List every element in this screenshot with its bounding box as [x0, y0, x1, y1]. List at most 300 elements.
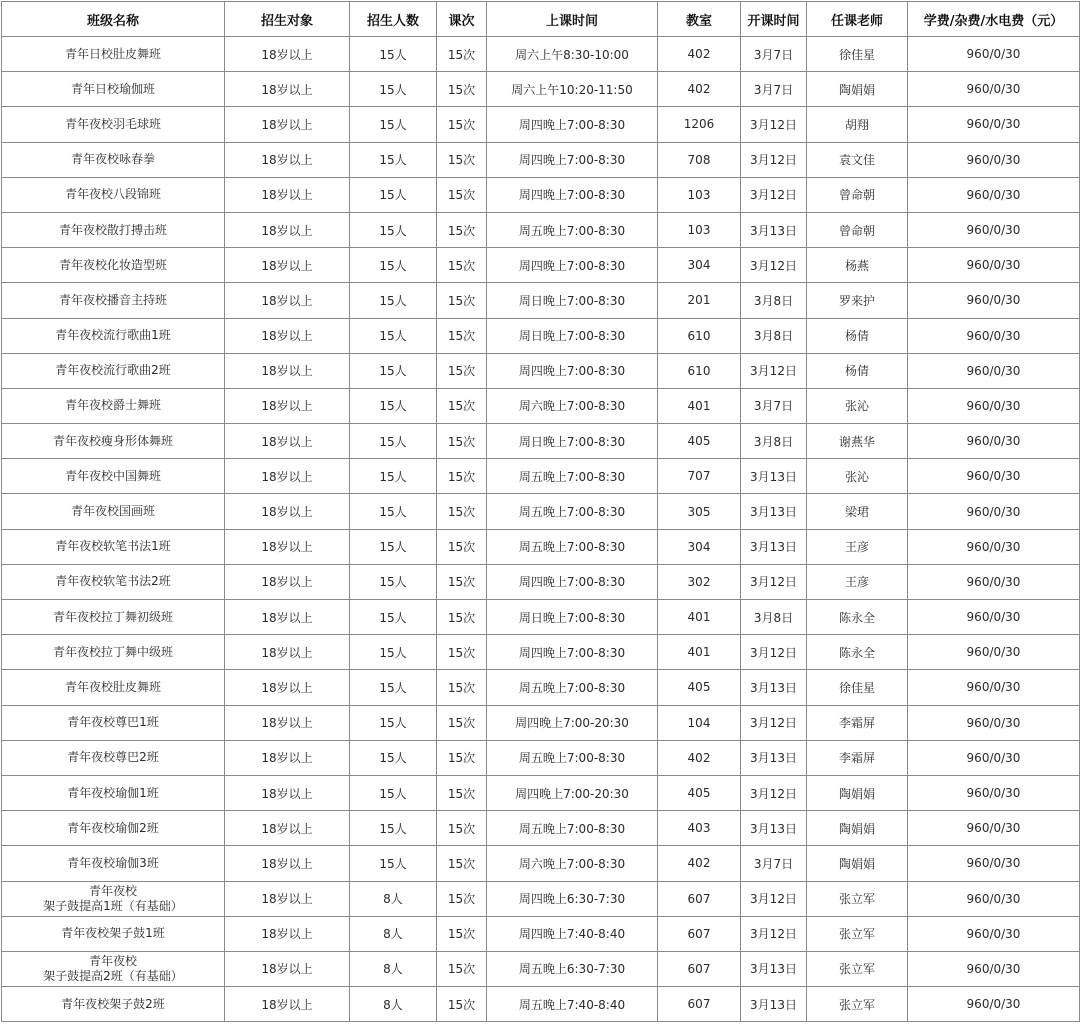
- cell-time: 周四晚上7:00-8:30: [487, 248, 658, 283]
- cell-fee: 960/0/30: [908, 881, 1080, 916]
- cell-fee: 960/0/30: [908, 846, 1080, 881]
- cell-teacher: 曾命朝: [807, 212, 908, 247]
- cell-class-name: [2, 283, 225, 318]
- cell-time: 周日晚上7:00-8:30: [487, 318, 658, 353]
- cell-target: 18岁以上: [225, 670, 350, 705]
- cell-sessions: 15次: [437, 600, 487, 635]
- class-name-line: 青年夜校瑜伽2班: [67, 820, 159, 835]
- cell-target: 18岁以上: [225, 846, 350, 881]
- cell-teacher: 王彦: [807, 564, 908, 599]
- cell-sessions: 15次: [437, 283, 487, 318]
- table-row: [2, 212, 1080, 247]
- cell-count: 15人: [350, 705, 437, 740]
- cell-time: 周日晚上7:00-8:30: [487, 283, 658, 318]
- cell-count: 15人: [350, 177, 437, 212]
- table-row: [2, 811, 1080, 846]
- cell-class-name: [2, 670, 225, 705]
- table-row: [2, 775, 1080, 810]
- table-row: [2, 248, 1080, 283]
- cell-teacher: 杨倩: [807, 318, 908, 353]
- class-name-line: 青年夜校肚皮舞班: [64, 679, 161, 694]
- cell-time: 周五晚上6:30-7:30: [487, 951, 658, 986]
- cell-sessions: 15次: [437, 740, 487, 775]
- cell-start: 3月12日: [741, 107, 807, 142]
- cell-target: 18岁以上: [225, 37, 350, 72]
- table-row: [2, 564, 1080, 599]
- cell-fee: 960/0/30: [908, 811, 1080, 846]
- cell-teacher: 张立军: [807, 987, 908, 1022]
- cell-fee: 960/0/30: [908, 248, 1080, 283]
- cell-start: 3月8日: [741, 424, 807, 459]
- cell-class-name: [2, 212, 225, 247]
- cell-sessions: 15次: [437, 881, 487, 916]
- cell-target: 18岁以上: [225, 459, 350, 494]
- cell-count: 15人: [350, 564, 437, 599]
- cell-room: 405: [658, 424, 741, 459]
- cell-time: 周六晚上7:00-8:30: [487, 388, 658, 423]
- cell-room: 708: [658, 142, 741, 177]
- cell-fee: 960/0/30: [908, 107, 1080, 142]
- class-name-line: 青年夜校: [88, 883, 137, 898]
- cell-count: 8人: [350, 987, 437, 1022]
- class-name-line: 青年夜校羽毛球班: [64, 116, 161, 131]
- header-target: 招生对象: [225, 2, 350, 37]
- cell-count: 15人: [350, 670, 437, 705]
- table-row: [2, 142, 1080, 177]
- class-name-line: 青年夜校架子鼓2班: [61, 996, 165, 1011]
- cell-time: 周五晚上7:40-8:40: [487, 987, 658, 1022]
- cell-start: 3月13日: [741, 811, 807, 846]
- cell-room: 104: [658, 705, 741, 740]
- cell-fee: 960/0/30: [908, 388, 1080, 423]
- table-row: [2, 37, 1080, 72]
- cell-teacher: 陶娟娟: [807, 775, 908, 810]
- cell-sessions: 15次: [437, 72, 487, 107]
- cell-target: 18岁以上: [225, 564, 350, 599]
- class-name-line: 青年夜校国画班: [70, 504, 155, 519]
- table-row: [2, 177, 1080, 212]
- cell-class-name: [2, 37, 225, 72]
- cell-target: 18岁以上: [225, 353, 350, 388]
- cell-target: 18岁以上: [225, 775, 350, 810]
- cell-class-name: [2, 142, 225, 177]
- table-row: [2, 987, 1080, 1022]
- cell-time: 周四晚上7:00-8:30: [487, 353, 658, 388]
- cell-target: 18岁以上: [225, 388, 350, 423]
- header-room: 教室: [658, 2, 741, 37]
- cell-sessions: 15次: [437, 916, 487, 951]
- cell-sessions: 15次: [437, 846, 487, 881]
- cell-target: 18岁以上: [225, 283, 350, 318]
- cell-target: 18岁以上: [225, 600, 350, 635]
- table-row: [2, 494, 1080, 529]
- cell-target: 18岁以上: [225, 705, 350, 740]
- cell-room: 403: [658, 811, 741, 846]
- cell-class-name: [2, 811, 225, 846]
- cell-time: 周六晚上7:00-8:30: [487, 846, 658, 881]
- cell-target: 18岁以上: [225, 740, 350, 775]
- cell-target: 18岁以上: [225, 142, 350, 177]
- class-name-line: 青年日校瑜伽班: [70, 81, 155, 96]
- cell-count: 15人: [350, 811, 437, 846]
- table-row: [2, 846, 1080, 881]
- cell-fee: 960/0/30: [908, 600, 1080, 635]
- cell-start: 3月12日: [741, 705, 807, 740]
- cell-class-name: [2, 318, 225, 353]
- cell-start: 3月13日: [741, 987, 807, 1022]
- cell-count: 15人: [350, 248, 437, 283]
- cell-count: 15人: [350, 142, 437, 177]
- class-name-line: 青年夜校尊巴2班: [67, 750, 159, 765]
- cell-count: 15人: [350, 740, 437, 775]
- cell-start: 3月8日: [741, 600, 807, 635]
- cell-room: 607: [658, 951, 741, 986]
- header-class-name: 班级名称: [2, 2, 225, 37]
- cell-room: 103: [658, 177, 741, 212]
- cell-time: 周五晚上7:00-8:30: [487, 670, 658, 705]
- cell-fee: 960/0/30: [908, 987, 1080, 1022]
- cell-time: 周四晚上7:00-8:30: [487, 177, 658, 212]
- cell-time: 周五晚上7:00-8:30: [487, 212, 658, 247]
- header-sessions: 课次: [437, 2, 487, 37]
- cell-time: 周六上午8:30-10:00: [487, 37, 658, 72]
- table-row: [2, 388, 1080, 423]
- cell-target: 18岁以上: [225, 248, 350, 283]
- cell-fee: 960/0/30: [908, 318, 1080, 353]
- cell-target: 18岁以上: [225, 212, 350, 247]
- cell-teacher: 曾命朝: [807, 177, 908, 212]
- cell-start: 3月13日: [741, 951, 807, 986]
- table-row: [2, 318, 1080, 353]
- class-name-line: 青年夜校播音主持班: [58, 292, 167, 307]
- cell-room: 1206: [658, 107, 741, 142]
- cell-sessions: 15次: [437, 459, 487, 494]
- cell-time: 周五晚上7:00-8:30: [487, 459, 658, 494]
- cell-fee: 960/0/30: [908, 670, 1080, 705]
- cell-sessions: 15次: [437, 388, 487, 423]
- cell-start: 3月7日: [741, 388, 807, 423]
- cell-class-name: [2, 775, 225, 810]
- cell-count: 8人: [350, 951, 437, 986]
- cell-class-name: [2, 459, 225, 494]
- cell-class-name: [2, 107, 225, 142]
- cell-start: 3月13日: [741, 494, 807, 529]
- cell-count: 15人: [350, 459, 437, 494]
- cell-fee: 960/0/30: [908, 635, 1080, 670]
- cell-sessions: 15次: [437, 670, 487, 705]
- cell-sessions: 15次: [437, 529, 487, 564]
- cell-fee: 960/0/30: [908, 212, 1080, 247]
- cell-class-name: [2, 846, 225, 881]
- table-row: [2, 635, 1080, 670]
- table-row: [2, 740, 1080, 775]
- class-schedule-table: [1, 1, 1080, 1022]
- cell-teacher: 陈永全: [807, 635, 908, 670]
- cell-start: 3月13日: [741, 529, 807, 564]
- cell-class-name: [2, 494, 225, 529]
- cell-teacher: 张立军: [807, 916, 908, 951]
- cell-room: 305: [658, 494, 741, 529]
- table-row: [2, 459, 1080, 494]
- cell-class-name: [2, 564, 225, 599]
- cell-start: 3月12日: [741, 177, 807, 212]
- cell-fee: 960/0/30: [908, 916, 1080, 951]
- cell-target: 18岁以上: [225, 529, 350, 564]
- cell-teacher: 李霜屏: [807, 705, 908, 740]
- cell-sessions: 15次: [437, 212, 487, 247]
- cell-room: 405: [658, 775, 741, 810]
- cell-count: 15人: [350, 283, 437, 318]
- cell-fee: 960/0/30: [908, 775, 1080, 810]
- header-row: [2, 2, 1080, 37]
- cell-room: 304: [658, 248, 741, 283]
- cell-room: 607: [658, 881, 741, 916]
- header-time: 上课时间: [487, 2, 658, 37]
- cell-count: 15人: [350, 388, 437, 423]
- cell-teacher: 胡翔: [807, 107, 908, 142]
- cell-count: 15人: [350, 37, 437, 72]
- class-name-line: 架子鼓提高2班（有基础）: [43, 968, 183, 983]
- class-name-line: 青年夜校: [88, 953, 137, 968]
- cell-count: 15人: [350, 353, 437, 388]
- cell-sessions: 15次: [437, 811, 487, 846]
- cell-start: 3月12日: [741, 142, 807, 177]
- table-row: [2, 72, 1080, 107]
- cell-count: 15人: [350, 775, 437, 810]
- cell-fee: 960/0/30: [908, 705, 1080, 740]
- cell-class-name: [2, 177, 225, 212]
- cell-fee: 960/0/30: [908, 494, 1080, 529]
- cell-class-name: [2, 529, 225, 564]
- cell-class-name: [2, 600, 225, 635]
- table-body: [2, 37, 1080, 1022]
- cell-teacher: 罗来护: [807, 283, 908, 318]
- cell-fee: 960/0/30: [908, 424, 1080, 459]
- class-name-line: 青年夜校爵士舞班: [64, 398, 161, 413]
- cell-time: 周五晚上7:00-8:30: [487, 811, 658, 846]
- cell-sessions: 15次: [437, 37, 487, 72]
- table-row: [2, 107, 1080, 142]
- cell-start: 3月12日: [741, 916, 807, 951]
- cell-target: 18岁以上: [225, 811, 350, 846]
- cell-teacher: 陶娟娟: [807, 72, 908, 107]
- cell-fee: 960/0/30: [908, 353, 1080, 388]
- class-name-line: 架子鼓提高1班（有基础）: [43, 898, 183, 913]
- cell-fee: 960/0/30: [908, 564, 1080, 599]
- cell-fee: 960/0/30: [908, 459, 1080, 494]
- cell-target: 18岁以上: [225, 177, 350, 212]
- cell-sessions: 15次: [437, 775, 487, 810]
- class-name-line: 青年夜校散打搏击班: [58, 222, 167, 237]
- cell-room: 607: [658, 987, 741, 1022]
- table-row: [2, 951, 1080, 986]
- cell-sessions: 15次: [437, 494, 487, 529]
- cell-teacher: 梁珺: [807, 494, 908, 529]
- class-name-line: 青年夜校架子鼓1班: [61, 926, 165, 941]
- cell-count: 8人: [350, 916, 437, 951]
- cell-sessions: 15次: [437, 248, 487, 283]
- cell-sessions: 15次: [437, 353, 487, 388]
- cell-time: 周四晚上7:00-8:30: [487, 564, 658, 599]
- cell-count: 15人: [350, 846, 437, 881]
- cell-time: 周四晚上7:00-8:30: [487, 142, 658, 177]
- cell-sessions: 15次: [437, 142, 487, 177]
- cell-sessions: 15次: [437, 705, 487, 740]
- cell-start: 3月7日: [741, 37, 807, 72]
- cell-start: 3月13日: [741, 670, 807, 705]
- cell-room: 103: [658, 212, 741, 247]
- cell-time: 周四晚上7:00-20:30: [487, 775, 658, 810]
- cell-start: 3月12日: [741, 564, 807, 599]
- cell-start: 3月12日: [741, 775, 807, 810]
- cell-sessions: 15次: [437, 987, 487, 1022]
- class-name-line: 青年夜校拉丁舞中级班: [52, 644, 173, 659]
- cell-target: 18岁以上: [225, 881, 350, 916]
- cell-count: 15人: [350, 424, 437, 459]
- cell-sessions: 15次: [437, 318, 487, 353]
- cell-teacher: 谢燕华: [807, 424, 908, 459]
- cell-target: 18岁以上: [225, 916, 350, 951]
- cell-fee: 960/0/30: [908, 142, 1080, 177]
- cell-time: 周四晚上7:00-8:30: [487, 635, 658, 670]
- cell-room: 610: [658, 318, 741, 353]
- class-name-line: 青年夜校化妆造型班: [58, 257, 167, 272]
- cell-class-name: [2, 916, 225, 951]
- table-row: [2, 916, 1080, 951]
- cell-teacher: 杨燕: [807, 248, 908, 283]
- cell-teacher: 陈永全: [807, 600, 908, 635]
- cell-sessions: 15次: [437, 564, 487, 599]
- cell-teacher: 张沁: [807, 388, 908, 423]
- cell-class-name: [2, 881, 225, 916]
- table-row: [2, 424, 1080, 459]
- class-name-line: 青年夜校瑜伽1班: [67, 785, 159, 800]
- cell-room: 401: [658, 388, 741, 423]
- cell-time: 周四晚上7:40-8:40: [487, 916, 658, 951]
- cell-count: 8人: [350, 881, 437, 916]
- table-row: [2, 353, 1080, 388]
- cell-class-name: [2, 705, 225, 740]
- cell-fee: 960/0/30: [908, 72, 1080, 107]
- cell-class-name: [2, 987, 225, 1022]
- cell-target: 18岁以上: [225, 951, 350, 986]
- class-name-line: 青年夜校流行歌曲1班: [55, 328, 171, 343]
- cell-target: 18岁以上: [225, 318, 350, 353]
- cell-start: 3月8日: [741, 318, 807, 353]
- class-name-line: 青年夜校软笔书法2班: [55, 574, 171, 589]
- header-count: 招生人数: [350, 2, 437, 37]
- cell-fee: 960/0/30: [908, 283, 1080, 318]
- cell-sessions: 15次: [437, 424, 487, 459]
- cell-class-name: [2, 72, 225, 107]
- class-name-line: 青年夜校中国舞班: [64, 468, 161, 483]
- cell-room: 402: [658, 740, 741, 775]
- cell-class-name: [2, 635, 225, 670]
- cell-teacher: 袁文佳: [807, 142, 908, 177]
- cell-time: 周五晚上7:00-8:30: [487, 494, 658, 529]
- cell-sessions: 15次: [437, 635, 487, 670]
- cell-start: 3月13日: [741, 459, 807, 494]
- cell-time: 周六上午10:20-11:50: [487, 72, 658, 107]
- cell-target: 18岁以上: [225, 424, 350, 459]
- class-name-line: 青年夜校软笔书法1班: [55, 539, 171, 554]
- cell-target: 18岁以上: [225, 635, 350, 670]
- cell-class-name: [2, 388, 225, 423]
- cell-room: 402: [658, 37, 741, 72]
- cell-room: 610: [658, 353, 741, 388]
- class-name-line: 青年日校肚皮舞班: [64, 46, 161, 61]
- table-row: [2, 529, 1080, 564]
- cell-target: 18岁以上: [225, 987, 350, 1022]
- cell-teacher: 王彦: [807, 529, 908, 564]
- cell-start: 3月8日: [741, 283, 807, 318]
- class-name-line: 青年夜校八段锦班: [64, 187, 161, 202]
- cell-start: 3月7日: [741, 846, 807, 881]
- cell-fee: 960/0/30: [908, 529, 1080, 564]
- table-row: [2, 283, 1080, 318]
- cell-count: 15人: [350, 212, 437, 247]
- cell-sessions: 15次: [437, 177, 487, 212]
- cell-sessions: 15次: [437, 951, 487, 986]
- cell-fee: 960/0/30: [908, 951, 1080, 986]
- cell-target: 18岁以上: [225, 494, 350, 529]
- cell-count: 15人: [350, 72, 437, 107]
- class-name-line: 青年夜校尊巴1班: [67, 715, 159, 730]
- cell-room: 302: [658, 564, 741, 599]
- header-teacher: 任课老师: [807, 2, 908, 37]
- cell-count: 15人: [350, 529, 437, 564]
- table-row: [2, 600, 1080, 635]
- cell-start: 3月12日: [741, 353, 807, 388]
- cell-teacher: 陶娟娟: [807, 811, 908, 846]
- cell-time: 周日晚上7:00-8:30: [487, 424, 658, 459]
- cell-teacher: 张沁: [807, 459, 908, 494]
- cell-teacher: 杨倩: [807, 353, 908, 388]
- cell-room: 304: [658, 529, 741, 564]
- cell-room: 402: [658, 846, 741, 881]
- cell-target: 18岁以上: [225, 72, 350, 107]
- cell-start: 3月12日: [741, 635, 807, 670]
- cell-room: 607: [658, 916, 741, 951]
- cell-fee: 960/0/30: [908, 177, 1080, 212]
- cell-sessions: 15次: [437, 107, 487, 142]
- cell-time: 周四晚上7:00-8:30: [487, 107, 658, 142]
- cell-start: 3月7日: [741, 72, 807, 107]
- cell-target: 18岁以上: [225, 107, 350, 142]
- cell-teacher: 徐佳星: [807, 670, 908, 705]
- table-row: [2, 705, 1080, 740]
- cell-fee: 960/0/30: [908, 37, 1080, 72]
- cell-start: 3月13日: [741, 212, 807, 247]
- cell-class-name: [2, 740, 225, 775]
- cell-teacher: 徐佳星: [807, 37, 908, 72]
- cell-time: 周五晚上7:00-8:30: [487, 529, 658, 564]
- cell-room: 405: [658, 670, 741, 705]
- table-row: [2, 670, 1080, 705]
- header-start: 开课时间: [741, 2, 807, 37]
- cell-count: 15人: [350, 600, 437, 635]
- class-name-line: 青年夜校流行歌曲2班: [55, 363, 171, 378]
- cell-start: 3月13日: [741, 740, 807, 775]
- cell-fee: 960/0/30: [908, 740, 1080, 775]
- cell-start: 3月12日: [741, 248, 807, 283]
- cell-count: 15人: [350, 107, 437, 142]
- cell-room: 402: [658, 72, 741, 107]
- cell-teacher: 李霜屏: [807, 740, 908, 775]
- cell-teacher: 陶娟娟: [807, 846, 908, 881]
- class-name-line: 青年夜校咏春拳: [70, 152, 155, 167]
- cell-count: 15人: [350, 635, 437, 670]
